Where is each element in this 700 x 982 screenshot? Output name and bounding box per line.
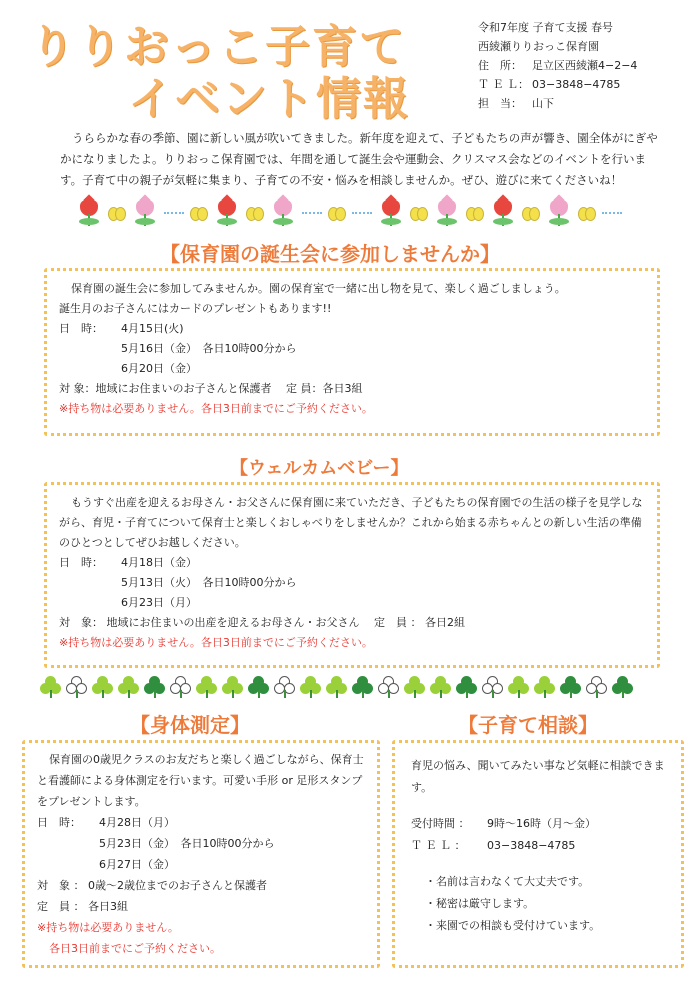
measure-heading: 【身体測定】: [130, 713, 250, 737]
clover-icon: [118, 676, 140, 698]
measure-date-label: 日 時：: [37, 816, 81, 829]
clover-icon: [248, 676, 270, 698]
clover-icon: [534, 676, 556, 698]
welcome-date-label: 日 時：: [59, 556, 103, 569]
birthday-date-1: 4月15日(火): [121, 322, 184, 335]
consult-desc: 育児の悩み、聞いてみたい事など気軽に相談できます。: [411, 759, 665, 794]
consult-box: [392, 740, 684, 968]
flower-divider: [76, 198, 622, 228]
clover-icon: [222, 676, 244, 698]
clover-icon: [92, 676, 114, 698]
intro-paragraph: うららかな春の季節、園に新しい風が吹いてきました。新年度を迎えて、子どもたちの声が響き、園全体がにぎやかになりましたよ。りりおっこ保育園では、年間を通して誕生会や運動会、クリスマス会などのイベントを行います。子育て中の親子が気軽に集まり、子育ての不安・悩みを相談しませんか。ぜひ、遊びに来てくださいね！: [60, 131, 658, 187]
tulip-icon: [434, 198, 460, 228]
clover-icon: [196, 676, 218, 698]
issue-label: 令和7年度 子育て支援 春号: [478, 21, 613, 34]
clover-icon: [456, 676, 478, 698]
address-value: 足立区西綾瀬4−2−4: [532, 59, 638, 72]
measure-date-2: 5月23日（金） 各日10時00分から: [99, 837, 275, 850]
measure-note-2: 各日3日前までにご予約ください。: [49, 942, 221, 955]
clover-icon: [508, 676, 530, 698]
consult-hours: 9時〜16時（月〜金）: [487, 817, 596, 830]
clover-icon: [612, 676, 634, 698]
birthday-date-3: 6月20日（金）: [121, 362, 197, 375]
measure-date-1: 4月28日（月）: [99, 816, 175, 829]
birthday-note: ※持ち物は必要ありません。各日3日前までにご予約ください。: [59, 402, 373, 415]
welcome-desc: もうすぐ出産を迎えるお母さん・お父さんに保育園に来ていただき、子どもたちの保育園での生活の様子を見学しながら、育児・子育てについて保育士と楽しくおしゃべりをしませんか？これから始まる赤ちゃんとの新しい生活の準備のひとつとしてぜひお越しください。: [59, 496, 643, 549]
clover-divider: [40, 676, 634, 698]
butterfly-icon: [522, 206, 540, 220]
measure-note-1: ※持ち物は必要ありません。: [37, 921, 179, 934]
birthday-desc-1: 保育園の誕生会に参加してみませんか。園の保育室で一緒に出し物を見て、楽しく過ごしましょう。: [71, 282, 566, 295]
clover-icon: [40, 676, 62, 698]
measure-date-3: 6月27日（金）: [99, 858, 175, 871]
birthday-date-label: 日 時：: [59, 322, 103, 335]
clover-icon: [66, 676, 88, 698]
consult-tel: 03−3848−4785: [487, 839, 576, 852]
issuer-info: [478, 18, 637, 113]
butterfly-icon: [328, 206, 346, 220]
clover-icon: [560, 676, 582, 698]
birthday-heading: 【保育園の誕生会に参加しませんか】: [160, 242, 500, 266]
birthday-box: [44, 268, 660, 436]
tulip-icon: [76, 198, 102, 228]
welcome-target: 対 象： 地域にお住まいの出産を迎えるお母さん・お父さん 定 員 ： 各日2組: [59, 616, 465, 629]
clover-icon: [144, 676, 166, 698]
consult-heading: 【子育て相談】: [458, 713, 598, 737]
dotted-line-icon: [302, 212, 322, 214]
org-name: 西綾瀬りりおっこ保育園: [478, 40, 599, 53]
welcome-box: [44, 482, 660, 668]
title-line-1: りりおっこ子育て: [30, 20, 407, 73]
welcome-date-2: 5月13日（火） 各日10時00分から: [121, 576, 297, 589]
tel-value: 03−3848−4785: [532, 78, 621, 91]
butterfly-icon: [246, 206, 264, 220]
butterfly-icon: [108, 206, 126, 220]
consult-bullet-2: ・秘密は厳守します。: [425, 897, 535, 910]
measure-desc: 保育園の0歳児クラスのお友だちと楽しく過ごしながら、保育士と看護師による身体測定を行います。可愛い手形 or 足形スタンプをプレゼントします。: [37, 753, 364, 808]
contact-value: 山下: [532, 97, 554, 110]
title-line-2: イベント情報: [128, 72, 411, 125]
measure-box: [22, 740, 380, 968]
butterfly-icon: [190, 206, 208, 220]
consult-tel-label: Ｔ Ｅ Ｌ ：: [411, 839, 466, 852]
clover-icon: [170, 676, 192, 698]
clover-icon: [326, 676, 348, 698]
butterfly-icon: [578, 206, 596, 220]
clover-icon: [586, 676, 608, 698]
intro-text: [60, 128, 660, 191]
birthday-desc-2: 誕生月のお子さんにはカードのプレゼントもあります!!: [59, 302, 332, 315]
address-label: 住 所：: [478, 59, 522, 72]
butterfly-icon: [466, 206, 484, 220]
birthday-date-2: 5月16日（金） 各日10時00分から: [121, 342, 297, 355]
tulip-icon: [490, 198, 516, 228]
measure-capacity: 定 員 ： 各日3組: [37, 900, 128, 913]
consult-bullet-1: ・名前は言わなくて大丈夫です。: [425, 875, 590, 888]
dotted-line-icon: [164, 212, 184, 214]
tel-label: Ｔ Ｅ Ｌ：: [478, 78, 529, 91]
tulip-icon: [214, 198, 240, 228]
tulip-icon: [378, 198, 404, 228]
clover-icon: [352, 676, 374, 698]
contact-label: 担 当：: [478, 97, 522, 110]
dotted-line-icon: [352, 212, 372, 214]
welcome-date-1: 4月18日（金）: [121, 556, 197, 569]
consult-hours-label: 受付時間 ：: [411, 817, 470, 830]
welcome-note: ※持ち物は必要ありません。各日3日前までにご予約ください。: [59, 636, 373, 649]
clover-icon: [404, 676, 426, 698]
tulip-icon: [132, 198, 158, 228]
birthday-target: 対 象：地域にお住まいのお子さんと保護者 定 員：各日3組: [59, 382, 363, 395]
clover-icon: [430, 676, 452, 698]
welcome-date-3: 6月23日（月）: [121, 596, 197, 609]
welcome-heading: 【ウェルカムベビー】: [230, 458, 409, 479]
tulip-icon: [270, 198, 296, 228]
clover-icon: [274, 676, 296, 698]
clover-icon: [482, 676, 504, 698]
butterfly-icon: [410, 206, 428, 220]
measure-target: 対 象 ： 0歳〜2歳位までのお子さんと保護者: [37, 879, 267, 892]
tulip-icon: [546, 198, 572, 228]
clover-icon: [378, 676, 400, 698]
dotted-line-icon: [602, 212, 622, 214]
clover-icon: [300, 676, 322, 698]
consult-bullet-3: ・来園での相談も受付けています。: [425, 919, 601, 932]
